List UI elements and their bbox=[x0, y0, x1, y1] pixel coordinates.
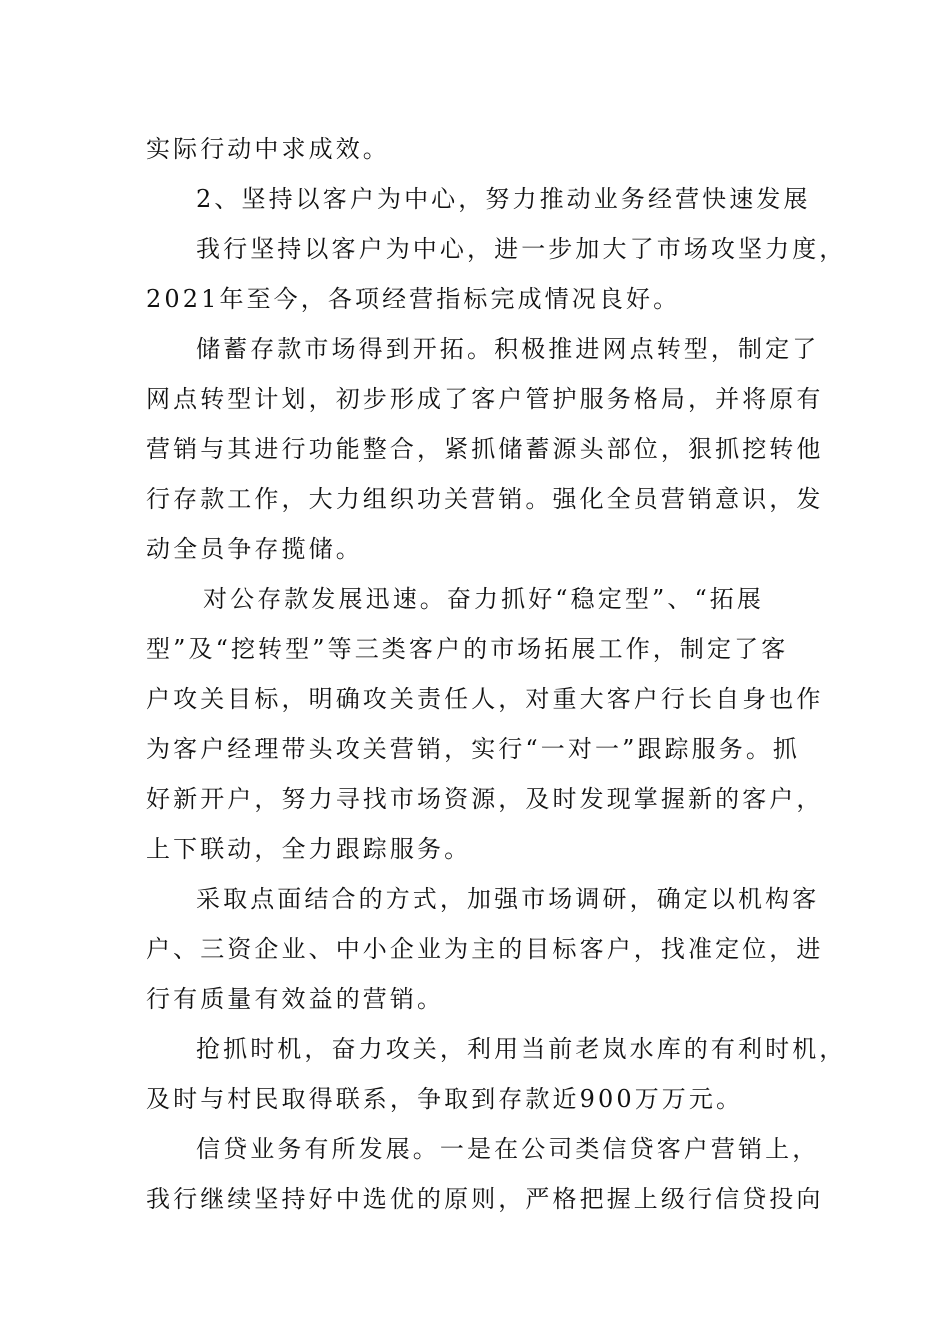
text-line: 储蓄存款市场得到开拓。积极推进网点转型，制定了 bbox=[196, 335, 820, 363]
text-line: 户攻关目标，明确攻关责任人，对重大客户行长自身也作 bbox=[146, 685, 824, 713]
text-line: 对公存款发展迅速。奋力抓好“稳定型”、“拓展 bbox=[203, 585, 765, 613]
text-line: 网点转型计划，初步形成了客户管护服务格局，并将原有 bbox=[146, 385, 824, 413]
text-line: 动全员争存揽储。 bbox=[146, 535, 363, 563]
text-line: 2021年至今，各项经营指标完成情况良好。 bbox=[146, 285, 681, 313]
text-line: 户、三资企业、中小企业为主的目标客户，找准定位，进 bbox=[146, 935, 824, 963]
text-line: 上下联动，全力跟踪服务。 bbox=[146, 835, 472, 863]
text-line: 实际行动中求成效。 bbox=[146, 135, 390, 163]
text-line: 营销与其进行功能整合，紧抓储蓄源头部位，狠抓挖转他 bbox=[146, 435, 824, 463]
text-line: 我行继续坚持好中选优的原则，严格把握上级行信贷投向 bbox=[146, 1185, 824, 1213]
text-line: 我行坚持以客户为中心，进一步加大了市场攻坚力度， bbox=[196, 235, 847, 263]
text-line: 行有质量有效益的营销。 bbox=[146, 985, 445, 1013]
section-heading: 2、坚持以客户为中心，努力推动业务经营快速发展 bbox=[196, 185, 811, 213]
text-line: 行存款工作，大力组织功关营销。强化全员营销意识，发 bbox=[146, 485, 824, 513]
text-line: 好新开户，努力寻找市场资源，及时发现掌握新的客户， bbox=[146, 785, 824, 813]
text-line: 采取点面结合的方式，加强市场调研，确定以机构客 bbox=[196, 885, 820, 913]
text-line: 抢抓时机，奋力攻关，利用当前老岚水库的有利时机， bbox=[196, 1035, 847, 1063]
text-line: 信贷业务有所发展。一是在公司类信贷客户营销上， bbox=[196, 1135, 820, 1163]
text-line: 及时与村民取得联系，争取到存款近900万万元。 bbox=[146, 1085, 744, 1113]
text-line: 为客户经理带头攻关营销，实行“一对一”跟踪服务。抓 bbox=[146, 735, 801, 763]
text-line: 型”及“挖转型”等三类客户的市场拓展工作，制定了客 bbox=[146, 635, 789, 663]
